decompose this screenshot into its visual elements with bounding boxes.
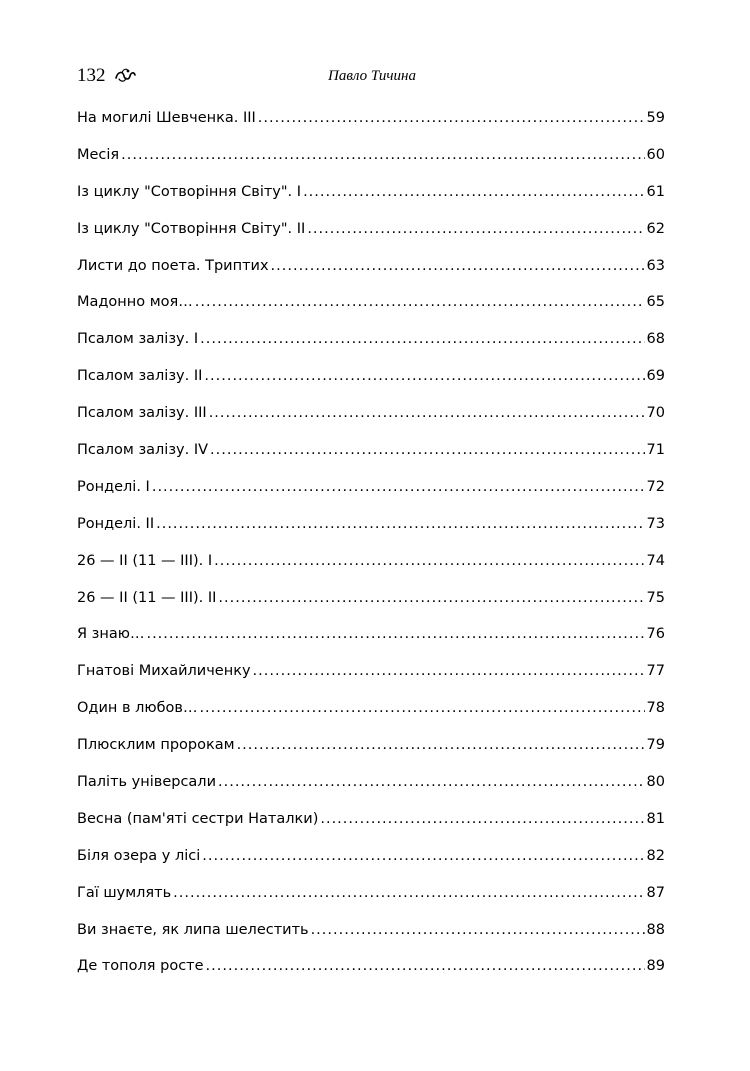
- toc-entry-page-number: 59: [646, 110, 665, 126]
- toc-entry[interactable]: [77, 879, 665, 916]
- toc-entry-title: Псалом залізу. II: [77, 368, 203, 385]
- toc-entry-title: Біля озера у лісі: [77, 847, 201, 864]
- toc-entry-page-number: 81: [646, 810, 665, 827]
- toc-dot-leader: [195, 288, 645, 316]
- toc-entry[interactable]: [77, 620, 665, 657]
- toc-entry-page-number: 68: [646, 331, 665, 348]
- toc-entry-title: Ронделі. I: [77, 478, 150, 495]
- toc-entry-page-number: 71: [646, 442, 665, 459]
- toc-entry-page-number: 87: [646, 884, 665, 901]
- toc-entry-title: Весна (пам'яті сестри Наталки): [77, 810, 319, 827]
- toc-entry-title: Мадонно моя…: [77, 294, 193, 311]
- toc-entry-title: На могилі Шевченка. III: [77, 110, 256, 126]
- toc-entry-page-number: 79: [646, 737, 665, 754]
- toc-entry[interactable]: [77, 473, 665, 510]
- toc-entry[interactable]: [77, 178, 665, 215]
- toc-dot-leader: [214, 547, 644, 575]
- toc-dot-leader: [303, 178, 644, 206]
- table-of-contents: [77, 104, 665, 989]
- toc-entry-page-number: 72: [646, 478, 665, 495]
- toc-entry-page-number: 82: [646, 847, 665, 864]
- toc-dot-leader: [320, 805, 644, 833]
- toc-entry-page-number: 70: [646, 405, 665, 422]
- toc-entry[interactable]: [77, 731, 665, 768]
- toc-entry-title: Гаї шумлять: [77, 884, 172, 901]
- toc-dot-leader: [209, 399, 645, 427]
- toc-entry-title: Із циклу "Сотворіння Світу". II: [77, 220, 306, 237]
- toc-entry[interactable]: [77, 694, 665, 731]
- toc-entry-title: Ронделі. II: [77, 515, 155, 532]
- toc-entry-title: Плюсклим пророкам: [77, 737, 235, 754]
- toc-entry-title: Гнатові Михайличенку: [77, 663, 251, 680]
- toc-entry-page-number: 75: [646, 589, 665, 606]
- toc-entry-title: Із циклу "Сотворіння Світу". I: [77, 183, 302, 200]
- toc-entry[interactable]: [77, 547, 665, 584]
- toc-entry[interactable]: [77, 362, 665, 399]
- toc-entry-title: Один в любов…: [77, 700, 198, 717]
- toc-dot-leader: [156, 510, 644, 538]
- toc-dot-leader: [206, 952, 645, 980]
- toc-entry[interactable]: [77, 952, 665, 989]
- toc-entry-page-number: 78: [646, 700, 665, 717]
- toc-dot-leader: [199, 694, 644, 722]
- toc-entry-page-number: 89: [646, 958, 665, 975]
- toc-entry-title: Ви знаєте, як липа шелестить: [77, 921, 309, 938]
- toc-entry[interactable]: [77, 916, 665, 953]
- page-number: 132: [77, 65, 106, 86]
- toc-dot-leader: [218, 584, 644, 612]
- toc-entry[interactable]: [77, 657, 665, 694]
- toc-entry[interactable]: [77, 510, 665, 547]
- toc-dot-leader: [210, 436, 645, 464]
- toc-entry-title: Де тополя росте: [77, 958, 204, 975]
- toc-entry-page-number: 73: [646, 515, 665, 532]
- toc-dot-leader: [204, 362, 644, 390]
- toc-dot-leader: [237, 731, 645, 759]
- toc-dot-leader: [173, 879, 644, 907]
- toc-entry-page-number: 60: [646, 146, 665, 163]
- toc-dot-leader: [258, 104, 645, 132]
- page-header: [77, 62, 667, 90]
- toc-entry-title: Псалом залізу. IV: [77, 442, 209, 459]
- toc-entry-title: 26 — II (11 — III). I: [77, 552, 213, 569]
- toc-entry-title: Псалом залізу. III: [77, 405, 207, 422]
- toc-entry-title: Псалом залізу. I: [77, 331, 199, 348]
- toc-entry-page-number: 77: [646, 663, 665, 680]
- toc-dot-leader: [307, 215, 644, 243]
- toc-entry[interactable]: [77, 584, 665, 621]
- toc-dot-leader: [202, 842, 644, 870]
- toc-entry-page-number: 63: [646, 257, 665, 274]
- toc-entry[interactable]: [77, 399, 665, 436]
- toc-entry-page-number: 88: [646, 921, 665, 938]
- toc-dot-leader: [218, 768, 645, 796]
- toc-dot-leader: [271, 252, 645, 280]
- toc-entry[interactable]: [77, 215, 665, 252]
- toc-entry[interactable]: [77, 805, 665, 842]
- toc-entry[interactable]: [77, 436, 665, 473]
- toc-entry[interactable]: [77, 325, 665, 362]
- toc-entry[interactable]: [77, 252, 665, 289]
- toc-entry-page-number: 62: [646, 220, 665, 237]
- toc-entry-title: Я знаю…: [77, 626, 145, 643]
- toc-entry-title: Месія: [77, 146, 120, 163]
- toc-entry[interactable]: [77, 104, 665, 141]
- toc-entry-title: Паліть універсали: [77, 774, 216, 791]
- toc-dot-leader: [152, 473, 645, 501]
- toc-entry[interactable]: [77, 842, 665, 879]
- running-title: Павло Тичина: [328, 68, 416, 84]
- toc-entry[interactable]: [77, 288, 665, 325]
- toc-entry[interactable]: [77, 768, 665, 805]
- toc-dot-leader: [200, 325, 644, 353]
- toc-entry-title: Листи до поета. Триптих: [77, 257, 269, 274]
- toc-entry[interactable]: [77, 141, 665, 178]
- toc-entry-page-number: 74: [646, 552, 665, 569]
- toc-entry-page-number: 76: [646, 626, 665, 643]
- toc-entry-title: 26 — II (11 — III). II: [77, 589, 217, 606]
- toc-entry-page-number: 65: [646, 294, 665, 311]
- toc-entry-page-number: 69: [646, 368, 665, 385]
- toc-dot-leader: [146, 620, 644, 648]
- toc-dot-leader: [121, 141, 644, 169]
- toc-dot-leader: [311, 916, 645, 944]
- toc-entry-page-number: 80: [646, 774, 665, 791]
- toc-entry-page-number: 61: [646, 183, 665, 200]
- toc-dot-leader: [253, 657, 645, 685]
